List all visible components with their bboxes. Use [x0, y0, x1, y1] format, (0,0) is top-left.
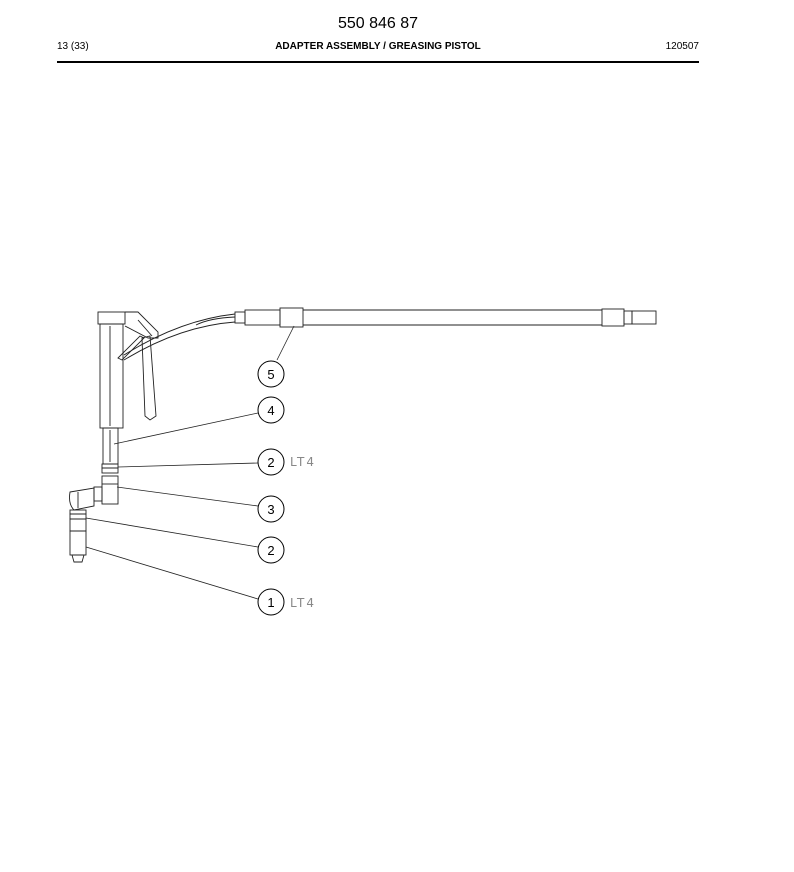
callout-2-lower-number: 2 — [267, 543, 275, 558]
page-number: 13 (33) — [57, 41, 89, 52]
leader-2-upper — [118, 463, 258, 467]
seal-lower — [70, 510, 86, 519]
leader-1 — [86, 547, 258, 599]
callout-2-upper-note: LT4 — [290, 455, 316, 469]
hose-assembly — [235, 308, 656, 327]
callout-3-number: 3 — [267, 502, 275, 517]
seal-upper — [102, 464, 118, 473]
leader-2-lower — [86, 518, 258, 547]
callout-4 — [258, 397, 284, 423]
document-number: 550 846 87 — [337, 15, 419, 32]
leader-5 — [277, 326, 294, 360]
page-title: ADAPTER ASSEMBLY / GREASING PISTOL — [275, 41, 481, 52]
callout-5 — [258, 361, 284, 387]
callout-2-upper — [258, 449, 316, 475]
callout-2-lower — [258, 537, 284, 563]
callout-5-number: 5 — [267, 367, 275, 382]
callout-1 — [258, 589, 316, 615]
leader-4 — [114, 413, 258, 444]
pistol-body — [98, 312, 235, 428]
document-date: 120507 — [665, 41, 699, 52]
callout-2-upper-number: 2 — [267, 455, 275, 470]
callout-1-number: 1 — [267, 595, 275, 610]
extension-tube — [103, 428, 118, 464]
angle-adapter — [70, 476, 119, 510]
callout-4-number: 4 — [267, 403, 275, 418]
callout-3 — [258, 496, 284, 522]
callout-1-note: LT4 — [290, 596, 316, 610]
nozzle — [70, 519, 86, 562]
leader-3 — [117, 487, 258, 506]
